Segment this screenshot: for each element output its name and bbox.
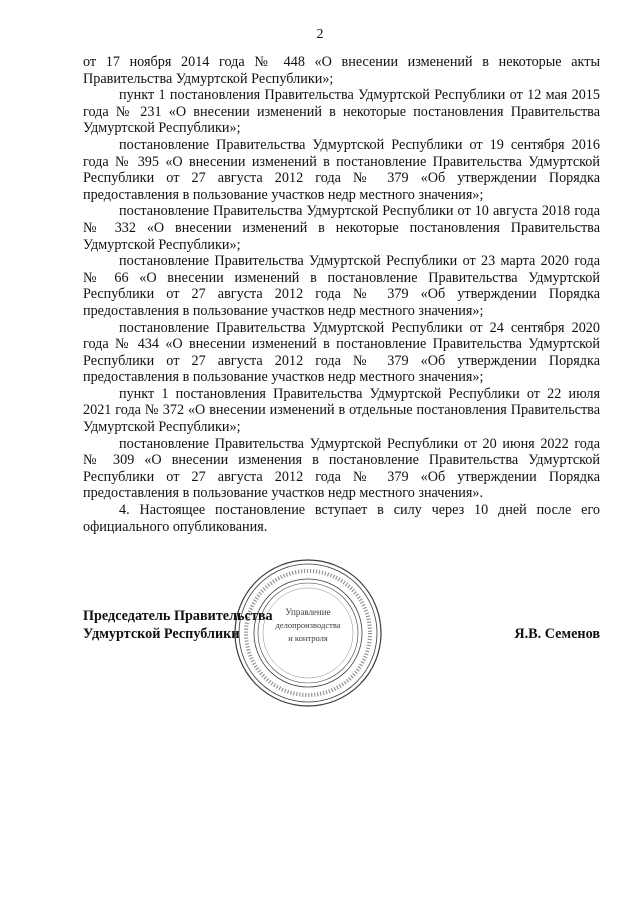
paragraph-9-effective-date: 4. Настоящее постановление вступает в силу через 10 дней после его официального опубликования. — [83, 502, 600, 535]
paragraph-4: постановление Правительства Удмуртской Республики от 10 августа 2018 года № 332 «О внесении изменений в некоторые постановления Правительства Удмуртской Республики»; — [83, 203, 600, 253]
seal-center-line-2: делопроизводства — [275, 620, 341, 630]
paragraph-6: постановление Правительства Удмуртской Республики от 24 сентября 2020 года № 434 «О внесении изменений в постановление Правительства Удмуртской Республики от 27 августа 2012 года № 379 «Об утверждении Порядка предоставления в пользование участков недр местного значения»; — [83, 319, 600, 386]
paragraph-8: постановление Правительства Удмуртской Республики от 20 июня 2022 года № 309 «О внесении изменения в постановление Правительства Удмуртской Республики от 27 августа 2012 года № 379 «Об утверждении Порядка предоставления в пользование участков недр местного значения». — [83, 435, 600, 502]
signatory-title-line-2: Удмуртской Республики — [83, 625, 240, 642]
seal-center-line-3: и контроля — [288, 633, 328, 643]
signatory-name: Я.В. Семенов — [514, 625, 600, 642]
paragraph-1: от 17 ноября 2014 года № 448 «О внесении изменений в некоторые акты Правительства Удмуртской Республики»; — [83, 54, 600, 87]
paragraph-2: пункт 1 постановления Правительства Удмуртской Республики от 12 мая 2015 года № 231 «О внесении изменений в некоторые постановления Правительства Удмуртской Республики»; — [83, 87, 600, 137]
document-body — [83, 54, 600, 535]
paragraph-7: пункт 1 постановления Правительства Удмуртской Республики от 22 июля 2021 года № 372 «О внесении изменений в отдельные постановления Правительства Удмуртской Республики»; — [83, 385, 600, 436]
signatory-title-line-1: Председатель Правительства — [83, 608, 273, 624]
seal-center-line-1: Управление — [285, 607, 331, 617]
paragraph-3: постановление Правительства Удмуртской Республики от 19 сентября 2016 года № 395 «О внесении изменений в постановление Правительства Удмуртской Республики от 27 августа 2012 года № 379 «Об утверждении Порядка предоставления в пользование участков недр местного значения»; — [83, 136, 600, 203]
page-number: 2 — [316, 27, 324, 42]
signatory-title — [83, 608, 323, 643]
paragraph-5: постановление Правительства Удмуртской Республики от 23 марта 2020 года № 66 «О внесении изменений в постановление Правительства Удмуртской Республики от 27 августа 2012 года № 379 «Об утверждении Порядка предоставления в пользование участков недр местного значения»; — [83, 253, 600, 319]
